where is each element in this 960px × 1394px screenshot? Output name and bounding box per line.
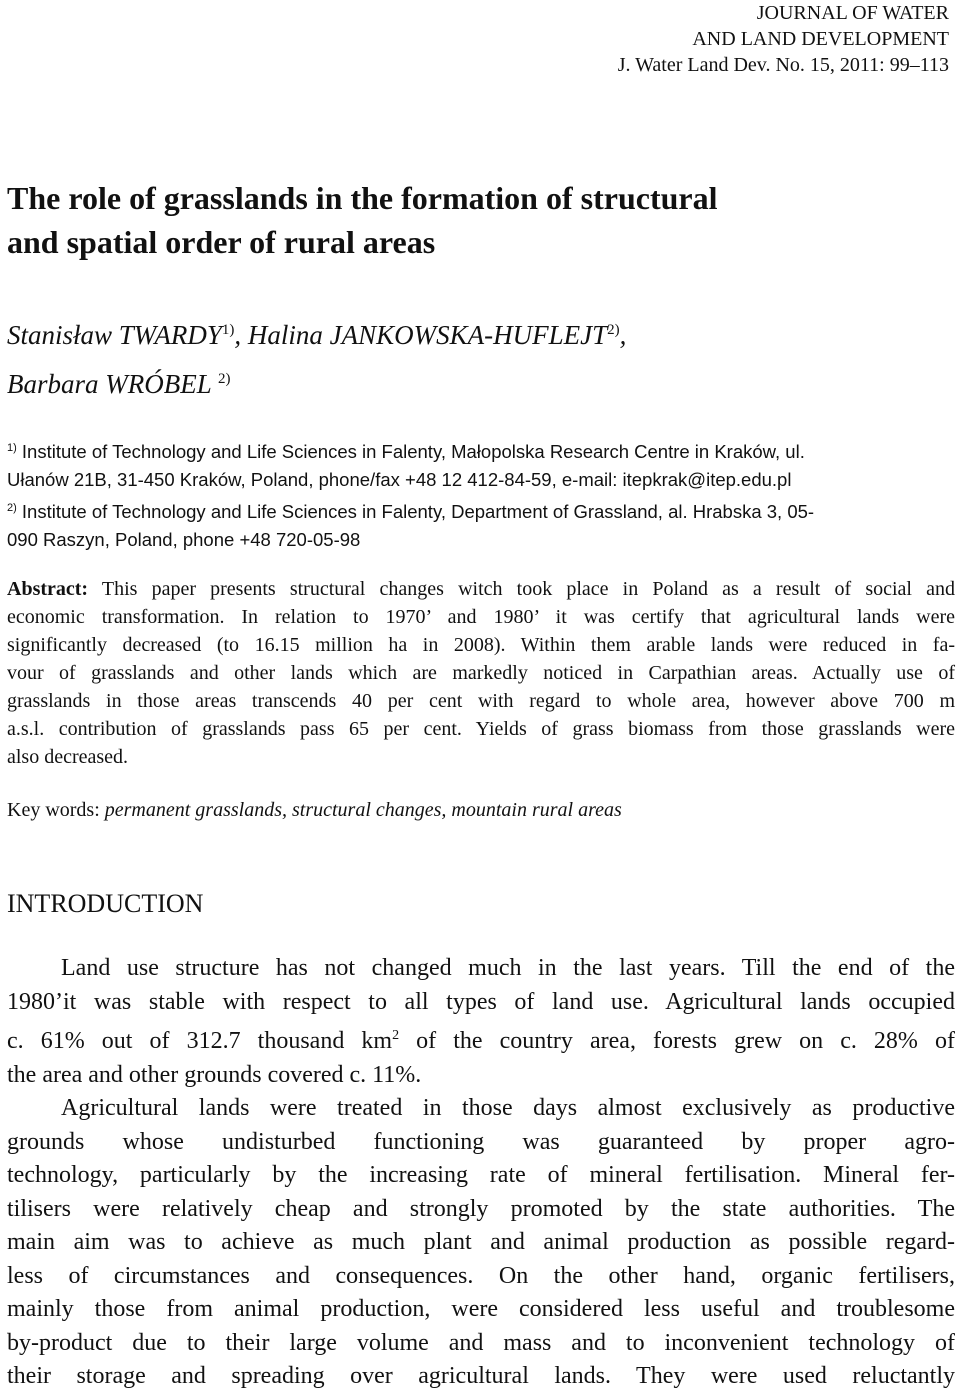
author-twardy: Stanisław TWARDY: [7, 320, 222, 350]
title-line2: and spatial order of rural areas: [7, 224, 436, 260]
body-line: 1980’it was stable with respect to all types of land use. Agricultural lands occupied: [7, 988, 955, 1015]
abstract-line: a.s.l. contribution of grasslands pass 65 per cent. Yields of grass biomass from those grasslands were: [7, 718, 955, 740]
body-line: main aim was to achieve as much plant and animal production as possible regard-: [7, 1229, 955, 1255]
journal-name-line1: JOURNAL OF WATER: [756, 2, 949, 24]
author-line2: [7, 357, 947, 406]
body-line: the area and other grounds covered c. 11%.: [7, 1061, 422, 1088]
author-affil-ref: 1): [221, 322, 235, 338]
affiliation-text: Institute of Technology and Life Sciences in Falenty, Department of Grassland, al. Hrabska 3, 05-: [16, 501, 815, 523]
body-text-segment: of the country area, forests grew on c. 28% of: [399, 1028, 955, 1054]
author-separator: ,: [234, 320, 248, 350]
body-line: by-product due to their large volume and mass and to inconvenient technology of: [7, 1329, 955, 1356]
affiliation-1-line2: Ułanów 21B, 31-450 Kraków, Poland, phone/fax +48 12 412-84-59, e-mail: itepkrak@itep.edu.pl: [7, 469, 792, 491]
body-text: [7, 952, 955, 1394]
author-line1: [7, 308, 947, 357]
body-line: their storage and spreading over agricultural lands. They were used reluctantly: [7, 1363, 955, 1389]
body-line: mainly those from animal production, were considered less useful and troublesome: [7, 1296, 955, 1322]
author-separator: ,: [619, 320, 627, 350]
abstract: [7, 575, 955, 771]
body-line: Agricultural lands were treated in those days almost exclusively as productive: [61, 1095, 955, 1121]
journal-header: [529, 0, 949, 78]
affiliation-2-line1: [7, 494, 947, 526]
author-affil-ref: 2): [218, 371, 231, 387]
abstract-line: [7, 575, 955, 603]
keywords-label: Key words:: [7, 799, 105, 821]
affiliation-marker: 2): [7, 502, 17, 515]
affiliation-2-line2: 090 Raszyn, Poland, phone +48 720-05-98: [7, 529, 361, 551]
body-line: grounds whose undisturbed functioning was guaranteed by proper agro-: [7, 1128, 955, 1155]
keywords: [7, 796, 947, 824]
affiliations: [7, 434, 947, 554]
abstract-text: This paper presents structural changes witch took place in Poland as a result of social and: [88, 578, 955, 600]
paper-title: [7, 176, 947, 264]
body-line: [7, 1019, 955, 1059]
body-text-segment: c. 61% out of 312.7 thousand km: [7, 1028, 393, 1054]
body-line: tilisers were relatively cheap and strongly promoted by the state authorities. The: [7, 1195, 955, 1222]
title-line1: The role of grasslands in the formation of structural: [7, 180, 718, 216]
keywords-text: permanent grasslands, structural changes, mountain rural areas: [104, 799, 622, 821]
body-line: technology, particularly by the increasing rate of mineral fertilisation. Mineral fer-: [7, 1162, 955, 1188]
body-line: less of circumstances and consequences. On the other hand, organic fertilisers,: [7, 1262, 955, 1289]
section-heading-introduction: INTRODUCTION: [7, 889, 204, 918]
superscript: 2: [392, 1028, 400, 1043]
abstract-label: Abstract:: [7, 578, 89, 600]
author-affil-ref: 2): [607, 322, 620, 338]
body-line: Land use structure has not changed much in the last years. Till the end of the: [61, 955, 955, 981]
abstract-line: vour of grasslands and other lands which are markedly noticed in Carpathian areas. Actually use of: [7, 662, 955, 684]
abstract-line: significantly decreased (to 16.15 million ha in 2008). Within them arable lands were reduced in fa-: [7, 634, 955, 656]
affiliation-1-line1: [7, 434, 947, 466]
journal-citation: J. Water Land Dev. No. 15, 2011: 99–113: [617, 54, 949, 76]
abstract-line: grasslands in those areas transcends 40 per cent with regard to whole area, however above 700 m: [7, 690, 955, 712]
abstract-line: also decreased.: [7, 746, 129, 768]
journal-name-line2: AND LAND DEVELOPMENT: [692, 28, 949, 50]
author-jankowska: Halina JANKOWSKA-HUFLEJT: [247, 320, 608, 350]
author-list: [7, 308, 947, 406]
affiliation-text: Institute of Technology and Life Sciences in Falenty, Małopolska Research Centre in Kraków, ul.: [16, 441, 805, 463]
author-wrobel: Barbara WRÓBEL: [7, 369, 212, 399]
affiliation-marker: 1): [7, 442, 17, 454]
abstract-line: economic transformation. In relation to 1970’ and 1980’ it was certify that agricultural lands were: [7, 606, 955, 628]
